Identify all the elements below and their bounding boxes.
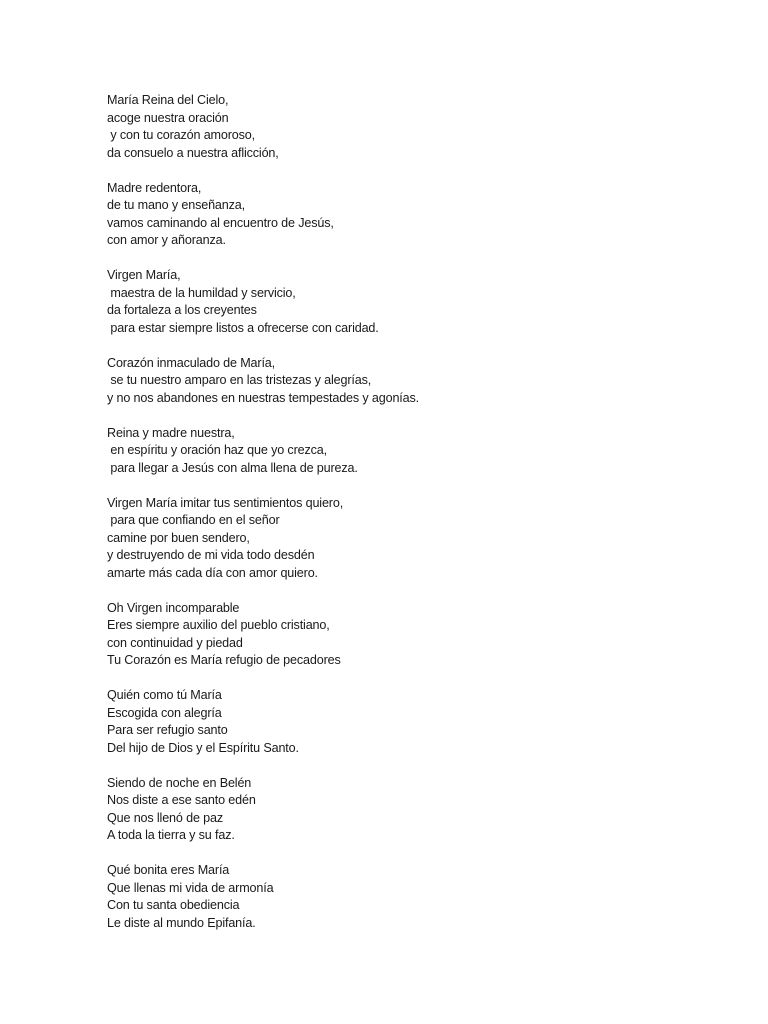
poem-line: vamos caminando al encuentro de Jesús,	[107, 215, 334, 230]
stanza	[107, 687, 667, 757]
poem-line: acoge nuestra oración	[107, 110, 229, 125]
stanza	[107, 267, 667, 337]
poem-line: y con tu corazón amoroso,	[107, 128, 255, 142]
stanza	[107, 495, 667, 583]
poem-line: se tu nuestro amparo en las tristezas y alegrías,	[107, 373, 372, 387]
poem-line: con amor y añoranza.	[107, 233, 226, 247]
poem-line: Corazón inmaculado de María,	[107, 355, 276, 370]
poem-line: Oh Virgen incomparable	[107, 600, 240, 615]
poem-line: y destruyendo de mi vida todo desdén	[107, 548, 315, 562]
poem-line: maestra de la humildad y servicio,	[107, 285, 296, 300]
poem-line: camine por buen sendero,	[107, 530, 250, 545]
poem-line: para que confiando en el señor	[107, 513, 280, 527]
poem-line: Reina y madre nuestra,	[107, 425, 235, 440]
poem-line: Eres siempre auxilio del pueblo cristiano,	[107, 618, 330, 632]
poem-line: Tu Corazón es María refugio de pecadores	[107, 653, 341, 667]
poem-line: María Reina del Cielo,	[107, 93, 229, 107]
poem-line: Qué bonita eres María	[107, 863, 230, 877]
stanza	[107, 775, 667, 845]
poem-line: Con tu santa obediencia	[107, 898, 240, 912]
poem-line: Escogida con alegría	[107, 705, 222, 720]
stanza	[107, 180, 667, 250]
poem-line: Madre redentora,	[107, 180, 202, 195]
poem-text	[107, 92, 667, 950]
poem-line: Quién como tú María	[107, 688, 222, 702]
poem-line: Virgen María imitar tus sentimientos quiero,	[107, 495, 344, 510]
poem-line: en espíritu y oración haz que yo crezca,	[107, 443, 327, 457]
poem-line: A toda la tierra y su faz.	[107, 828, 235, 842]
poem-line: Que llenas mi vida de armonía	[107, 880, 274, 895]
poem-line: Para ser refugio santo	[107, 723, 228, 737]
poem-line: Siendo de noche en Belén	[107, 775, 252, 790]
poem-line: para estar siempre listos a ofrecerse con caridad.	[107, 320, 379, 335]
poem-line: y no nos abandones en nuestras tempestades y agonías.	[107, 390, 420, 405]
stanza	[107, 600, 667, 670]
poem-line: Que nos llenó de paz	[107, 810, 224, 825]
poem-line: Le diste al mundo Epifanía.	[107, 915, 256, 930]
stanza	[107, 862, 667, 932]
poem-line: Nos diste a ese santo edén	[107, 793, 256, 807]
poem-line: da consuelo a nuestra aflicción,	[107, 145, 279, 160]
poem-line: amarte más cada día con amor quiero.	[107, 565, 318, 580]
poem-line: de tu mano y enseñanza,	[107, 198, 245, 212]
poem-line: da fortaleza a los creyentes	[107, 303, 257, 317]
stanza	[107, 92, 667, 162]
stanza	[107, 425, 667, 478]
poem-line: con continuidad y piedad	[107, 635, 243, 650]
poem-line: Virgen María,	[107, 268, 181, 282]
stanza	[107, 355, 667, 408]
poem-line: para llegar a Jesús con alma llena de pureza.	[107, 460, 358, 475]
poem-line: Del hijo de Dios y el Espíritu Santo.	[107, 740, 299, 755]
